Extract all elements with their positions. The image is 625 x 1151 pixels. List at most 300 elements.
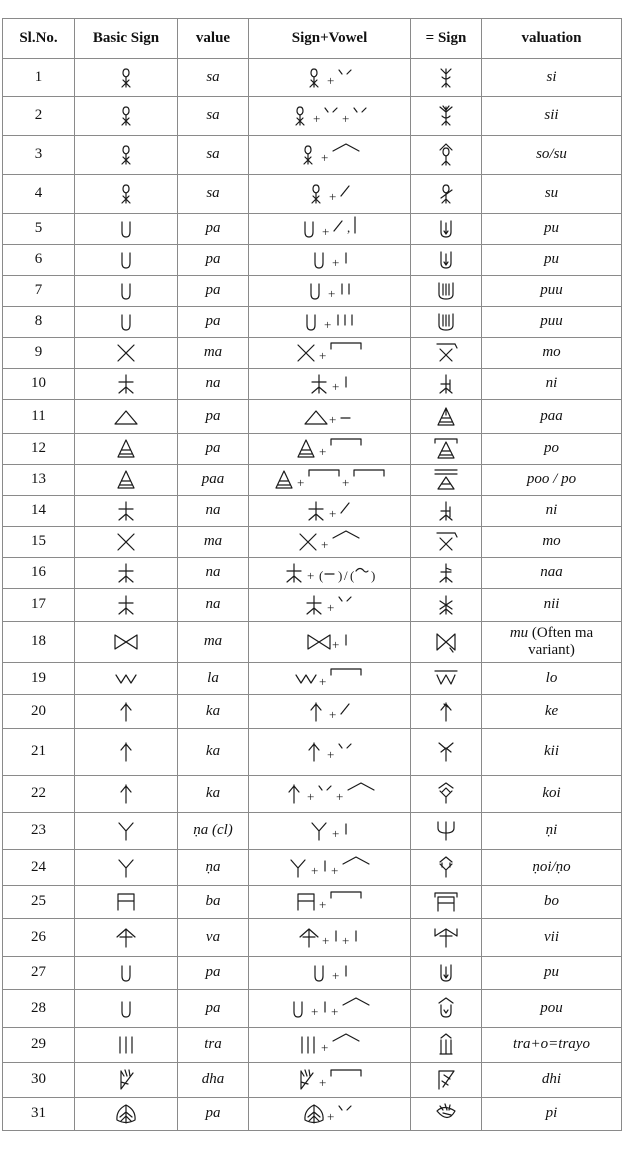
tra-three-bars-sign-icon — [75, 1028, 178, 1063]
pu-sign-icon — [411, 245, 482, 276]
sa-sign-icon — [75, 175, 178, 214]
sign-value: na — [178, 496, 249, 527]
valuation-text: ni — [545, 502, 558, 519]
sign-plus-vowel — [249, 990, 411, 1028]
valuation-cell — [482, 434, 622, 465]
sign-value: ba — [178, 886, 249, 919]
sign-plus-vowel — [249, 558, 411, 589]
ma-cross-sign-icon — [75, 338, 178, 369]
na-y-sign-icon — [75, 813, 178, 850]
puu-sign-icon — [411, 276, 482, 307]
noi-sign-icon — [411, 850, 482, 886]
sign-plus-vowel — [249, 850, 411, 886]
valuation-text: sii — [544, 107, 559, 124]
serial-number: 10 — [3, 369, 75, 400]
col-header-eq-sign: = Sign — [411, 19, 482, 59]
serial-number: 27 — [3, 957, 75, 990]
sign-value: pa — [178, 957, 249, 990]
svg-text:+: + — [331, 968, 339, 983]
sign-value: dha — [178, 1063, 249, 1098]
svg-text:+: + — [335, 789, 343, 804]
po-sign-icon — [411, 434, 482, 465]
sign-plus-vowel — [249, 527, 411, 558]
ni-sign-icon — [411, 369, 482, 400]
valuation-cell — [482, 214, 622, 245]
valuation-cell — [482, 136, 622, 175]
table-row — [3, 97, 622, 136]
sa-sign-icon — [75, 97, 178, 136]
table-row — [3, 1028, 622, 1063]
sign-value: ka — [178, 729, 249, 776]
sign-value: na — [178, 558, 249, 589]
valuation-cell — [482, 1028, 622, 1063]
svg-text:+: + — [311, 862, 319, 878]
valuation-cell — [482, 369, 622, 400]
serial-number: 15 — [3, 527, 75, 558]
pa-cup-sign-icon — [75, 245, 178, 276]
paa-sign-icon — [411, 400, 482, 434]
valuation-cell — [482, 990, 622, 1028]
table-row — [3, 276, 622, 307]
col-header-value: value — [178, 19, 249, 59]
sign-value: na — [178, 369, 249, 400]
valuation-text: pu — [544, 251, 559, 268]
svg-text:+: + — [341, 475, 349, 490]
valuation-text: bo — [544, 893, 559, 910]
serial-number: 11 — [3, 400, 75, 434]
svg-text:+: + — [319, 1075, 327, 1090]
table-row — [3, 589, 622, 622]
sign-plus-vowel — [249, 1028, 411, 1063]
table-row — [3, 886, 622, 919]
svg-text:(: ( — [349, 568, 354, 583]
serial-number: 17 — [3, 589, 75, 622]
vii-sign-icon — [411, 919, 482, 957]
table-row — [3, 527, 622, 558]
trayo-sign-icon — [411, 1028, 482, 1063]
valuation-cell — [482, 622, 622, 663]
serial-number: 1 — [3, 59, 75, 97]
sign-plus-vowel — [249, 589, 411, 622]
valuation-cell — [482, 465, 622, 496]
sign-plus-vowel — [249, 59, 411, 97]
serial-number: 31 — [3, 1098, 75, 1131]
svg-text:+: + — [319, 348, 327, 363]
pa-leaf-sign-icon — [75, 1098, 178, 1131]
svg-text:+: + — [321, 537, 329, 552]
sign-value: ma — [178, 338, 249, 369]
table-row — [3, 776, 622, 813]
serial-number: 29 — [3, 1028, 75, 1063]
serial-number: 4 — [3, 175, 75, 214]
sign-plus-vowel — [249, 434, 411, 465]
pa-cup-sign-icon — [75, 307, 178, 338]
valuation-cell — [482, 813, 622, 850]
ma-cross-sign-icon — [75, 527, 178, 558]
valuation-cell — [482, 59, 622, 97]
svg-text:/: / — [343, 568, 348, 583]
valuation-text: paa — [540, 407, 563, 424]
sign-plus-vowel — [249, 695, 411, 729]
table-row — [3, 813, 622, 850]
na-y-sign-icon — [75, 850, 178, 886]
valuation-text: po — [544, 440, 559, 457]
serial-number: 18 — [3, 622, 75, 663]
serial-number: 6 — [3, 245, 75, 276]
valuation-cell — [482, 245, 622, 276]
table-row — [3, 622, 622, 663]
sign-plus-vowel — [249, 1098, 411, 1131]
svg-text:+: + — [324, 317, 332, 332]
dha-sign-icon — [75, 1063, 178, 1098]
table-row — [3, 990, 622, 1028]
sign-value: ma — [178, 622, 249, 663]
serial-number: 8 — [3, 307, 75, 338]
kii-sign-icon — [411, 729, 482, 776]
sa-sign-icon — [75, 136, 178, 175]
sign-plus-vowel — [249, 214, 411, 245]
svg-text:+: + — [321, 1040, 329, 1055]
svg-text:+: + — [327, 1109, 335, 1124]
ni-trident-sign-icon — [411, 813, 482, 850]
valuation-cell — [482, 307, 622, 338]
table-row — [3, 1098, 622, 1131]
mo-sign-icon — [411, 338, 482, 369]
serial-number: 22 — [3, 776, 75, 813]
mo-sign-icon — [411, 527, 482, 558]
valuation-cell — [482, 276, 622, 307]
sign-value: tra — [178, 1028, 249, 1063]
sign-plus-vowel — [249, 400, 411, 434]
sii-sign-icon — [411, 97, 482, 136]
table-row — [3, 1063, 622, 1098]
sign-plus-vowel — [249, 957, 411, 990]
sign-value: paa — [178, 465, 249, 496]
sign-plus-vowel — [249, 465, 411, 496]
serial-number: 23 — [3, 813, 75, 850]
serial-number: 12 — [3, 434, 75, 465]
table-row — [3, 558, 622, 589]
valuation-cell — [482, 729, 622, 776]
sign-plus-vowel — [249, 496, 411, 527]
sign-value: pa — [178, 1098, 249, 1131]
valuation-text: lo — [545, 669, 558, 686]
sign-plus-vowel — [249, 175, 411, 214]
valuation-cell — [482, 886, 622, 919]
table-row — [3, 307, 622, 338]
valuation-cell — [482, 919, 622, 957]
svg-text:+: + — [329, 506, 337, 521]
svg-text:+: + — [341, 111, 349, 126]
sign-value: ma — [178, 527, 249, 558]
valuation-cell — [482, 97, 622, 136]
lo-sign-icon — [411, 663, 482, 695]
sign-plus-vowel — [249, 136, 411, 175]
valuation-cell — [482, 558, 622, 589]
sign-value: sa — [178, 136, 249, 175]
sign-value: pa — [178, 276, 249, 307]
na-sign-icon — [75, 589, 178, 622]
sign-plus-vowel — [249, 622, 411, 663]
svg-text:+: + — [321, 150, 329, 165]
sign-value: na — [178, 589, 249, 622]
svg-text:+: + — [321, 224, 329, 239]
sign-plus-vowel — [249, 369, 411, 400]
svg-text:+: + — [331, 379, 339, 394]
ka-arrow-sign-icon — [75, 695, 178, 729]
koi-sign-icon — [411, 776, 482, 813]
pa-cup-sign-icon — [75, 276, 178, 307]
sign-value: pa — [178, 245, 249, 276]
svg-text:+: + — [327, 600, 335, 615]
va-arrow-sign-icon — [75, 919, 178, 957]
table-row — [3, 214, 622, 245]
valuation-text: nii — [543, 596, 560, 613]
sign-plus-vowel — [249, 663, 411, 695]
svg-text:+: + — [319, 897, 327, 912]
serial-number: 16 — [3, 558, 75, 589]
svg-text:+: + — [329, 189, 337, 204]
serial-number: 2 — [3, 97, 75, 136]
valuation-cell — [482, 695, 622, 729]
sign-value: ṇa (cl) — [178, 813, 249, 850]
svg-text:+: + — [331, 637, 339, 652]
bo-sign-icon — [411, 886, 482, 919]
table-header-row — [3, 19, 622, 59]
naa-sign-icon — [411, 558, 482, 589]
pa-triangle-striped-sign-icon — [75, 465, 178, 496]
svg-text:+: + — [306, 568, 314, 583]
valuation-text: mo — [542, 344, 561, 361]
serial-number: 14 — [3, 496, 75, 527]
valuation-cell — [482, 663, 622, 695]
svg-text:+: + — [312, 111, 320, 126]
table-row — [3, 465, 622, 496]
serial-number: 25 — [3, 886, 75, 919]
valuation-cell — [482, 850, 622, 886]
sign-table — [2, 18, 622, 1131]
table-row — [3, 338, 622, 369]
valuation-text: mu — [509, 624, 529, 641]
sign-plus-vowel — [249, 307, 411, 338]
ka-arrow-sign-icon — [75, 729, 178, 776]
valuation-text: si — [546, 68, 557, 85]
table-row — [3, 136, 622, 175]
table-body — [3, 59, 622, 1131]
serial-number: 13 — [3, 465, 75, 496]
sign-plus-vowel — [249, 276, 411, 307]
valuation-text: su — [544, 185, 559, 202]
pa-cup-sign-icon — [75, 214, 178, 245]
pa-cup-sign-icon — [75, 957, 178, 990]
sign-value: sa — [178, 175, 249, 214]
mu-sign-icon — [411, 622, 482, 663]
pa-triangle-sign-icon — [75, 400, 178, 434]
sign-value: sa — [178, 97, 249, 136]
sign-plus-vowel — [249, 813, 411, 850]
puu-sign-icon — [411, 307, 482, 338]
serial-number: 24 — [3, 850, 75, 886]
poo-sign-icon — [411, 465, 482, 496]
table-row — [3, 663, 622, 695]
valuation-cell — [482, 589, 622, 622]
valuation-text: pu — [544, 964, 559, 981]
sign-plus-vowel — [249, 1063, 411, 1098]
ma-bowtie-sign-icon — [75, 622, 178, 663]
valuation-cell — [482, 776, 622, 813]
serial-number: 5 — [3, 214, 75, 245]
table-row — [3, 59, 622, 97]
dhi-sign-icon — [411, 1063, 482, 1098]
valuation-cell — [482, 496, 622, 527]
valuation-text: dhi — [541, 1071, 562, 1088]
valuation-cell — [482, 175, 622, 214]
pu-sign-icon — [411, 957, 482, 990]
serial-number: 9 — [3, 338, 75, 369]
ni-sign-icon — [411, 496, 482, 527]
si-sign-icon — [411, 59, 482, 97]
valuation-text: ni — [545, 375, 558, 392]
svg-text:+: + — [341, 932, 349, 948]
pou-sign-icon — [411, 990, 482, 1028]
svg-text:+: + — [329, 706, 337, 722]
sign-plus-vowel — [249, 886, 411, 919]
svg-text:): ) — [337, 568, 342, 583]
table-row — [3, 369, 622, 400]
table-row — [3, 400, 622, 434]
svg-text:+: + — [296, 475, 304, 490]
valuation-cell — [482, 957, 622, 990]
sign-value: va — [178, 919, 249, 957]
ba-gate-sign-icon — [75, 886, 178, 919]
pu-sign-icon — [411, 214, 482, 245]
valuation-cell — [482, 527, 622, 558]
valuation-text: poo / po — [526, 471, 577, 488]
sign-plus-vowel — [249, 245, 411, 276]
valuation-text: pu — [544, 220, 559, 237]
serial-number: 30 — [3, 1063, 75, 1098]
valuation-note: (Often ma variant) — [528, 624, 594, 658]
ke-sign-icon — [411, 695, 482, 729]
na-sign-icon — [75, 558, 178, 589]
col-header-basic-sign: Basic Sign — [75, 19, 178, 59]
svg-text:+: + — [329, 411, 337, 427]
svg-text:+: + — [321, 932, 329, 948]
table-row — [3, 175, 622, 214]
serial-number: 21 — [3, 729, 75, 776]
table-row — [3, 729, 622, 776]
svg-text:+: + — [319, 673, 327, 689]
sa-sign-icon — [75, 59, 178, 97]
pa-cup-sign-icon — [75, 990, 178, 1028]
na-sign-icon — [75, 369, 178, 400]
svg-text:+: + — [306, 789, 314, 804]
valuation-text: puu — [540, 313, 563, 330]
valuation-text: pi — [545, 1105, 558, 1122]
valuation-text: koi — [542, 785, 561, 802]
valuation-cell — [482, 1063, 622, 1098]
svg-text:+: + — [328, 286, 336, 301]
svg-text:+: + — [327, 747, 335, 762]
valuation-cell — [482, 338, 622, 369]
svg-text:+: + — [331, 1003, 339, 1019]
svg-text:+: + — [327, 72, 335, 88]
svg-text:+: + — [311, 1003, 319, 1019]
sign-plus-vowel — [249, 97, 411, 136]
valuation-text: mo — [542, 533, 561, 550]
table-row — [3, 957, 622, 990]
sign-value: pa — [178, 434, 249, 465]
table-row — [3, 434, 622, 465]
valuation-text: ṇoi/ṇo — [532, 858, 571, 875]
svg-text:+: + — [331, 255, 339, 270]
valuation-text: vii — [544, 928, 559, 945]
so-su-sign-icon — [411, 136, 482, 175]
su-sign-icon — [411, 175, 482, 214]
sign-value: ṇa — [178, 850, 249, 886]
ka-arrow-sign-icon — [75, 776, 178, 813]
col-header-valuation: valuation — [482, 19, 622, 59]
svg-text:(: ( — [318, 568, 323, 583]
sign-value: pa — [178, 990, 249, 1028]
pi-sign-icon — [411, 1098, 482, 1131]
valuation-text: so/su — [536, 146, 567, 163]
sign-value: ka — [178, 776, 249, 813]
sign-value: ka — [178, 695, 249, 729]
sign-plus-vowel — [249, 776, 411, 813]
sign-value: pa — [178, 400, 249, 434]
sign-plus-vowel — [249, 729, 411, 776]
serial-number: 19 — [3, 663, 75, 695]
svg-text:+: + — [331, 862, 339, 878]
serial-number: 28 — [3, 990, 75, 1028]
valuation-text: naa — [540, 564, 563, 581]
serial-number: 26 — [3, 919, 75, 957]
sign-value: sa — [178, 59, 249, 97]
table-row — [3, 695, 622, 729]
pa-triangle-striped-sign-icon — [75, 434, 178, 465]
valuation-text: tra+o=trayo — [513, 1036, 590, 1053]
col-header-sign-vowel: Sign+Vowel — [249, 19, 411, 59]
table-row — [3, 919, 622, 957]
table-row — [3, 850, 622, 886]
serial-number: 20 — [3, 695, 75, 729]
nii-sign-icon — [411, 589, 482, 622]
valuation-cell — [482, 400, 622, 434]
valuation-text: puu — [540, 282, 563, 299]
sign-value: pa — [178, 307, 249, 338]
sign-value: la — [178, 663, 249, 695]
sign-plus-vowel — [249, 919, 411, 957]
serial-number: 3 — [3, 136, 75, 175]
table-row — [3, 245, 622, 276]
valuation-text: kii — [544, 743, 559, 760]
svg-text:+: + — [331, 826, 339, 841]
la-zigzag-sign-icon — [75, 663, 178, 695]
serial-number: 7 — [3, 276, 75, 307]
svg-text:): ) — [370, 568, 375, 583]
sign-value: pa — [178, 214, 249, 245]
na-sign-icon — [75, 496, 178, 527]
col-header-slno: Sl.No. — [3, 19, 75, 59]
valuation-text: ke — [544, 702, 559, 719]
valuation-text: ṇi — [545, 822, 558, 839]
table-row — [3, 496, 622, 527]
svg-text:,: , — [346, 220, 350, 235]
sign-plus-vowel — [249, 338, 411, 369]
svg-text:+: + — [319, 444, 327, 459]
valuation-text: pou — [540, 999, 563, 1016]
